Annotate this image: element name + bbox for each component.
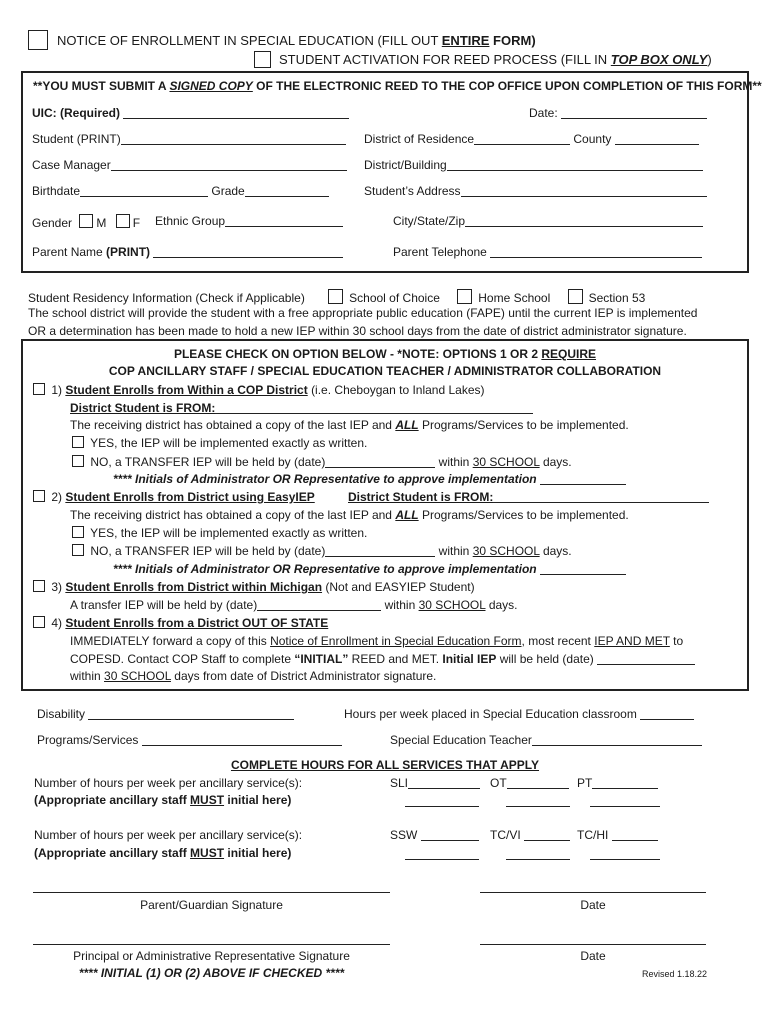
option-1-no-checkbox[interactable] — [72, 455, 84, 467]
option-1-receiving: The receiving district has obtained a copy of the last IEP and ALL Programs/Services to be implemented. — [70, 418, 629, 432]
option-1-checkbox[interactable] — [33, 383, 45, 395]
parent-date-line[interactable] — [480, 892, 706, 893]
enrollment-checkbox[interactable] — [28, 30, 48, 50]
option-4: 4) Student Enrolls from a District OUT OF STATE — [33, 616, 328, 630]
parent-telephone-field[interactable]: Parent Telephone — [393, 245, 702, 259]
option-4-line-2[interactable]: COPESD. Contact COP Staff to complete “INITIAL” REED and MET. Initial IEP will be held (date) — [70, 652, 695, 666]
tchi-field[interactable]: TC/HI — [577, 828, 658, 842]
gender-f-checkbox[interactable] — [116, 214, 130, 228]
option-1-initials[interactable]: **** Initials of Administrator OR Representative to approve implementation — [113, 472, 626, 486]
ot-initial-line[interactable] — [506, 806, 570, 807]
district-building-field[interactable]: District/Building — [364, 158, 703, 172]
birthdate-field[interactable]: Birthdate Grade — [32, 184, 329, 198]
option-2-from-field[interactable]: District Student is FROM: — [348, 490, 709, 504]
option-2-no-checkbox[interactable] — [72, 544, 84, 556]
option-2-checkbox[interactable] — [33, 490, 45, 502]
district-residence-field[interactable]: District of Residence County — [364, 132, 699, 146]
reed-activation-title: STUDENT ACTIVATION FOR REED PROCESS (FILL IN TOP BOX ONLY) — [279, 52, 712, 67]
tchi-initial-line[interactable] — [590, 859, 660, 860]
student-name-field[interactable]: Student (PRINT) — [32, 132, 346, 146]
options-heading-1: PLEASE CHECK ON OPTION BELOW - *NOTE: OPTIONS 1 OR 2 REQUIRE — [173, 347, 597, 361]
fape-line-1: The school district will provide the student with a free appropriate public education (FAPE) until the current IEP is implemented — [28, 306, 698, 320]
signed-copy-notice: **YOU MUST SUBMIT A SIGNED COPY OF THE ELECTRONIC REED TO THE COP OFFICE UPON COMPLETION OF THIS FORM** — [33, 79, 762, 93]
gender-field: Gender M F — [32, 216, 141, 230]
student-address-field[interactable]: Student’s Address — [364, 184, 707, 198]
principal-date-label: Date — [580, 949, 606, 963]
option-4-line-3: within 30 SCHOOL days from date of District Administrator signature. — [70, 669, 437, 683]
pt-initial-line[interactable] — [590, 806, 660, 807]
tcvi-field[interactable]: TC/VI — [490, 828, 570, 842]
sli-field[interactable]: SLI — [390, 776, 480, 790]
tcvi-initial-line[interactable] — [506, 859, 570, 860]
principal-date-line[interactable] — [480, 944, 706, 945]
pt-field[interactable]: PT — [577, 776, 658, 790]
sped-teacher-field[interactable]: Special Education Teacher — [390, 733, 702, 747]
option-3-checkbox[interactable] — [33, 580, 45, 592]
school-of-choice-checkbox[interactable] — [328, 289, 343, 304]
city-state-zip-field[interactable]: City/State/Zip — [393, 214, 703, 228]
revision-date: Revised 1.18.22 — [642, 969, 708, 979]
option-2-no: NO, a TRANSFER IEP will be held by (date) within 30 SCHOOL days. — [72, 544, 572, 558]
student-info-box — [21, 71, 749, 273]
residency-row: Student Residency Information (Check if Applicable) School of Choice Home School Section 53 — [28, 291, 646, 305]
ssw-field[interactable]: SSW — [390, 828, 479, 842]
option-2-yes: YES, the IEP will be implemented exactly as written. — [72, 526, 367, 540]
hours-placed-field[interactable]: Hours per week placed in Special Education classroom — [344, 707, 694, 721]
options-heading-2: COP ANCILLARY STAFF / SPECIAL EDUCATION TEACHER / ADMINISTRATOR COLLABORATION — [108, 364, 662, 378]
option-2-initials[interactable]: **** Initials of Administrator OR Representative to approve implementation — [113, 562, 626, 576]
principal-signature-label: Principal or Administrative Representative Signature — [73, 949, 350, 963]
parent-name-field[interactable]: Parent Name (PRINT) — [32, 245, 343, 259]
enrollment-title: NOTICE OF ENROLLMENT IN SPECIAL EDUCATION (FILL OUT ENTIRE FORM) — [57, 33, 536, 48]
option-2-yes-checkbox[interactable] — [72, 526, 84, 538]
case-manager-field[interactable]: Case Manager — [32, 158, 347, 172]
principal-signature-line[interactable] — [33, 944, 390, 945]
complete-hours-heading: COMPLETE HOURS FOR ALL SERVICES THAT APPLY — [230, 758, 540, 772]
option-3: 3) Student Enrolls from District within Michigan (Not and EASYIEP Student) — [33, 580, 475, 594]
option-1: 1) Student Enrolls from Within a COP District (i.e. Cheboygan to Inland Lakes) — [33, 383, 485, 397]
disability-field[interactable]: Disability — [37, 707, 294, 721]
option-1-from-field[interactable]: District Student is FROM: — [70, 401, 533, 415]
option-3-transfer[interactable]: A transfer IEP will be held by (date) within 30 SCHOOL days. — [70, 598, 518, 612]
option-4-checkbox[interactable] — [33, 616, 45, 628]
home-school-checkbox[interactable] — [457, 289, 472, 304]
hours-label-1: Number of hours per week per ancillary service(s): — [34, 776, 303, 790]
initial-above-note: **** INITIAL (1) OR (2) ABOVE IF CHECKED **** — [78, 966, 345, 980]
option-2-receiving: The receiving district has obtained a copy of the last IEP and ALL Programs/Services to be implemented. — [70, 508, 629, 522]
option-1-no: NO, a TRANSFER IEP will be held by (date) within 30 SCHOOL days. — [72, 455, 572, 469]
sli-initial-line[interactable] — [405, 806, 479, 807]
ssw-initial-line[interactable] — [405, 859, 479, 860]
hours-label-2: Number of hours per week per ancillary service(s): — [34, 828, 303, 842]
parent-signature-line[interactable] — [33, 892, 390, 893]
uic-field[interactable]: UIC: (Required) — [32, 106, 349, 120]
ethnic-group-field[interactable]: Ethnic Group — [155, 214, 343, 228]
option-1-yes: YES, the IEP will be implemented exactly as written. — [72, 436, 367, 450]
parent-date-label: Date — [580, 898, 606, 912]
programs-services-field[interactable]: Programs/Services — [37, 733, 342, 747]
option-2: 2) Student Enrolls from District using EasyIEP — [33, 490, 315, 504]
initial-label-2: (Appropriate ancillary staff MUST initial here) — [34, 846, 292, 860]
section-53-checkbox[interactable] — [568, 289, 583, 304]
gender-m-checkbox[interactable] — [79, 214, 93, 228]
fape-line-2: OR a determination has been made to hold a new IEP within 30 school days from the date of district administrator signature. — [28, 324, 687, 338]
date-field[interactable]: Date: — [529, 106, 707, 120]
reed-activation-checkbox[interactable] — [254, 51, 271, 68]
option-4-line-1: IMMEDIATELY forward a copy of this Notice of Enrollment in Special Education Form, most recent IEP AND MET to — [70, 634, 684, 648]
option-1-yes-checkbox[interactable] — [72, 436, 84, 448]
ot-field[interactable]: OT — [490, 776, 569, 790]
parent-signature-label: Parent/Guardian Signature — [140, 898, 283, 912]
initial-label-1: (Appropriate ancillary staff MUST initial here) — [34, 793, 292, 807]
